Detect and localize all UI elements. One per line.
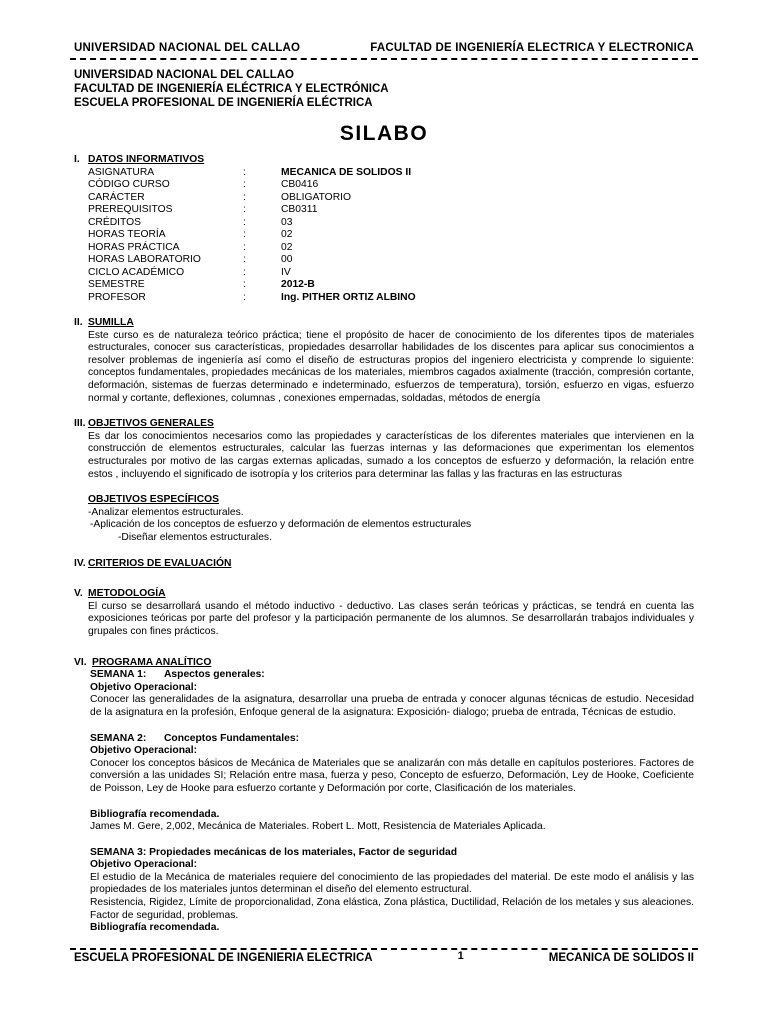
info-row-horas-practica bbox=[88, 242, 694, 255]
page-header bbox=[74, 42, 694, 54]
semana-title: Aspectos generales: bbox=[164, 669, 265, 681]
info-row-profesor bbox=[88, 292, 694, 305]
info-key: HORAS PRÁCTICA bbox=[88, 241, 180, 253]
institution-faculty: FACULTAD DE INGENIERÍA ELÉCTRICA Y ELECTRÓNICA bbox=[74, 83, 389, 95]
objetivo-label: Objetivo Operacional: bbox=[90, 859, 197, 871]
info-value: 03 bbox=[281, 216, 293, 228]
info-key: CICLO ACADÉMICO bbox=[88, 266, 185, 278]
semana-title: Conceptos Fundamentales: bbox=[164, 732, 300, 744]
semana-2-heading bbox=[90, 733, 694, 746]
info-key: PROFESOR bbox=[88, 291, 146, 303]
page-footer bbox=[74, 952, 694, 964]
info-value: 02 bbox=[281, 229, 293, 241]
section-number: III. bbox=[74, 418, 86, 430]
semana-number: SEMANA 2: bbox=[90, 732, 147, 744]
info-key: SEMESTRE bbox=[88, 279, 145, 291]
section-label: METODOLOGÍA bbox=[88, 588, 166, 600]
info-colon: : bbox=[243, 279, 246, 291]
info-colon: : bbox=[243, 241, 246, 253]
section-number: I. bbox=[74, 154, 80, 165]
bibliografia-label: Bibliografía recomendada. bbox=[90, 808, 220, 820]
semana-text: Resistencia, Rigidez, Límite de proporcionalidad, Zona elástica, Zona plástica, Ductilidad, Relación de los metales y sus aleaciones. Factor de seguridad, problemas. bbox=[90, 897, 694, 921]
info-value: 00 bbox=[281, 254, 293, 266]
section-number: VI. bbox=[74, 656, 87, 668]
info-row-asignatura bbox=[88, 167, 694, 180]
info-value: Ing. PITHER ORTIZ ALBINO bbox=[281, 291, 416, 303]
bibliografia-label: Bibliografía recomendada. bbox=[90, 922, 220, 934]
info-row-codigo bbox=[88, 179, 694, 192]
info-colon: : bbox=[243, 191, 246, 203]
section-heading-metodologia bbox=[74, 588, 694, 601]
list-item: -Analizar elementos estructurales. bbox=[88, 506, 244, 518]
semana-2-body bbox=[90, 745, 694, 834]
info-value: 02 bbox=[281, 241, 293, 253]
section-heading-criterios bbox=[74, 558, 694, 571]
info-colon: : bbox=[243, 229, 246, 241]
semana-3-body bbox=[90, 847, 694, 935]
document-title: SILABO bbox=[339, 122, 429, 145]
institution-university: UNIVERSIDAD NACIONAL DEL CALLAO bbox=[74, 69, 294, 81]
section-label: PROGRAMA ANALÍTICO bbox=[92, 656, 212, 668]
bibliografia-text: James M. Gere, 2,002, Mecánica de Materiales. Robert L. Mott, Resistencia de Materiales Aplicada. bbox=[90, 821, 546, 833]
info-colon: : bbox=[243, 166, 246, 178]
header-university: UNIVERSIDAD NACIONAL DEL CALLAO bbox=[74, 42, 301, 54]
info-key: PREREQUISITOS bbox=[88, 204, 173, 216]
institution-block bbox=[74, 68, 389, 110]
info-colon: : bbox=[243, 266, 246, 278]
info-row-horas-teoria bbox=[88, 229, 694, 242]
section-label: DATOS INFORMATIVOS bbox=[88, 154, 205, 165]
info-key: CRÉDITOS bbox=[88, 216, 142, 228]
metodologia-text: El curso se desarrollará usando el método inductivo - deductivo. Las clases serán teóricas y prácticas, se tendrá en cuenta las exposiciones teóricas por parte del profesor y la participación permanente de los alumnos. Se desarrollarán trabajos individuales y grupales con fines prácticos. bbox=[88, 600, 694, 637]
section-heading-datos bbox=[74, 154, 694, 167]
info-key: HORAS TEORÍA bbox=[88, 229, 166, 241]
info-row-ciclo bbox=[88, 267, 694, 280]
info-row-prerequisitos bbox=[88, 204, 694, 217]
semana-number: SEMANA 1: bbox=[90, 669, 147, 681]
info-colon: : bbox=[243, 254, 246, 266]
info-value: CB0311 bbox=[281, 204, 318, 216]
semana-text: Conocer las generalidades de la asignatura, desarrollar una prueba de entrada y conocer algunas técnicas de estudio. Necesidad de la asignatura en la profesión, Enfoque general de la asignatura: Exposición- dialogo; prueba de entrada, Técnicas de estudio. bbox=[90, 694, 694, 718]
section-label: OBJETIVOS GENERALES bbox=[88, 418, 214, 430]
info-colon: : bbox=[243, 179, 246, 191]
section-heading-objetivos bbox=[74, 418, 694, 431]
section-label: CRITERIOS DE EVALUACIÓN bbox=[88, 557, 232, 569]
info-value: 2012-B bbox=[281, 279, 315, 291]
info-row-horas-laboratorio bbox=[88, 254, 694, 267]
info-colon: : bbox=[243, 204, 246, 216]
section-label: SUMILLA bbox=[88, 317, 134, 329]
objetivo-label: Objetivo Operacional: bbox=[90, 681, 197, 693]
page-number: 1 bbox=[457, 950, 464, 962]
info-value: MECANICA DE SOLIDOS II bbox=[281, 166, 412, 178]
info-colon: : bbox=[243, 291, 246, 303]
semana-1-body bbox=[90, 682, 694, 720]
footer-course: MECANICA DE SOLIDOS II bbox=[548, 952, 694, 964]
list-item: -Aplicación de los conceptos de esfuerzo y deformación de elementos estructurales bbox=[90, 519, 472, 531]
header-divider bbox=[70, 58, 698, 60]
objetivo-label: Objetivo Operacional: bbox=[90, 745, 197, 757]
footer-school: ESCUELA PROFESIONAL DE INGENIERIA ELECTRICA bbox=[74, 952, 373, 964]
document-body bbox=[74, 154, 694, 935]
semana-1-heading bbox=[90, 669, 694, 682]
info-row-caracter bbox=[88, 192, 694, 205]
semana-text: Conocer los conceptos básicos de Mecánica de Materiales que se analizarán con más detalle en capítulos posteriores. Factores de conversión a las unidades SI; Relación entre masa, fuerza y peso, Concepto de esfuerzo, Deformación, Ley de Hooke, Coeficiente de Poisson, Ley de Hooke para esfuerzo cortante y Deformación por corte, Clasificación de los materiales. bbox=[90, 757, 694, 794]
section-number: V. bbox=[74, 588, 83, 600]
footer-divider bbox=[70, 948, 698, 950]
sumilla-text: Este curso es de naturaleza teórico práctica; tiene el propósito de hacer de conocimiento de los diferentes tipos de materiales estructurales, conocer sus características, propiedades desarrollar habilidades de los discentes para aplicar sus conocimientos a resolver problemas de ingeniería así como el diseño de estructuras propios del ingeniero electricista y comprende lo siguiente: conceptos fundamentales, propiedades mecánicas de los materiales, miembros cagados axialmente (tracción, compresión cortante, deformación, sistemas de fuerzas determinado e indeterminado, esfuerzos de temperatura), torsión, esfuerzo en vigas, esfuerzo normal y cortante, deflexiones, columnas , conexiones empernadas, soldadas, métodos de energía bbox=[88, 329, 694, 404]
info-key: CARÁCTER bbox=[88, 191, 145, 203]
info-value: OBLIGATORIO bbox=[281, 191, 351, 203]
list-item: -Diseñar elementos estructurales. bbox=[118, 532, 272, 543]
info-value: IV bbox=[281, 266, 291, 278]
section-number: IV. bbox=[74, 557, 86, 569]
info-key: HORAS LABORATORIO bbox=[88, 254, 201, 266]
info-row-creditos bbox=[88, 217, 694, 230]
header-faculty: FACULTAD DE INGENIERÍA ELECTRICA Y ELECTRONICA bbox=[370, 42, 694, 54]
institution-school: ESCUELA PROFESIONAL DE INGENIERÍA ELÉCTRICA bbox=[74, 97, 373, 109]
info-value: CB0416 bbox=[281, 179, 319, 191]
section-number: II. bbox=[74, 317, 83, 329]
objetivos-generales-text: Es dar los conocimientos necesarios como las propiedades y características de los diferentes materiales que intervienen en la construcción de elementos estructurales, calcular las fuerzas internas y las deformaciones que experimentan los elementos estructurales por motivo de las cargas externas aplicadas, sumado a los conceptos de esfuerzo y deformación, la relación entre estos , incluyendo el significado de isotropía y los criterios para determinar las fallas y las fracturas en las estructuras bbox=[88, 430, 694, 480]
semana-text: El estudio de la Mecánica de materiales requiere del conocimiento de las propiedades del material. De este modo el análisis y las propiedades de los materiales juntos determinan el diseño del elemento estructural. bbox=[90, 871, 694, 896]
objetivos-especificos-heading: OBJETIVOS ESPECÍFICOS bbox=[88, 494, 220, 506]
info-colon: : bbox=[243, 216, 246, 228]
info-key: ASIGNATURA bbox=[88, 166, 155, 178]
section-heading-programa bbox=[74, 657, 694, 670]
section-heading-sumilla bbox=[74, 317, 694, 330]
info-row-semestre bbox=[88, 279, 694, 292]
info-key: CÓDIGO CURSO bbox=[88, 179, 170, 191]
semana-3-heading: SEMANA 3: Propiedades mecánicas de los materiales, Factor de seguridad bbox=[90, 846, 458, 858]
info-table bbox=[88, 167, 694, 305]
objetivos-especificos-list bbox=[88, 507, 694, 545]
